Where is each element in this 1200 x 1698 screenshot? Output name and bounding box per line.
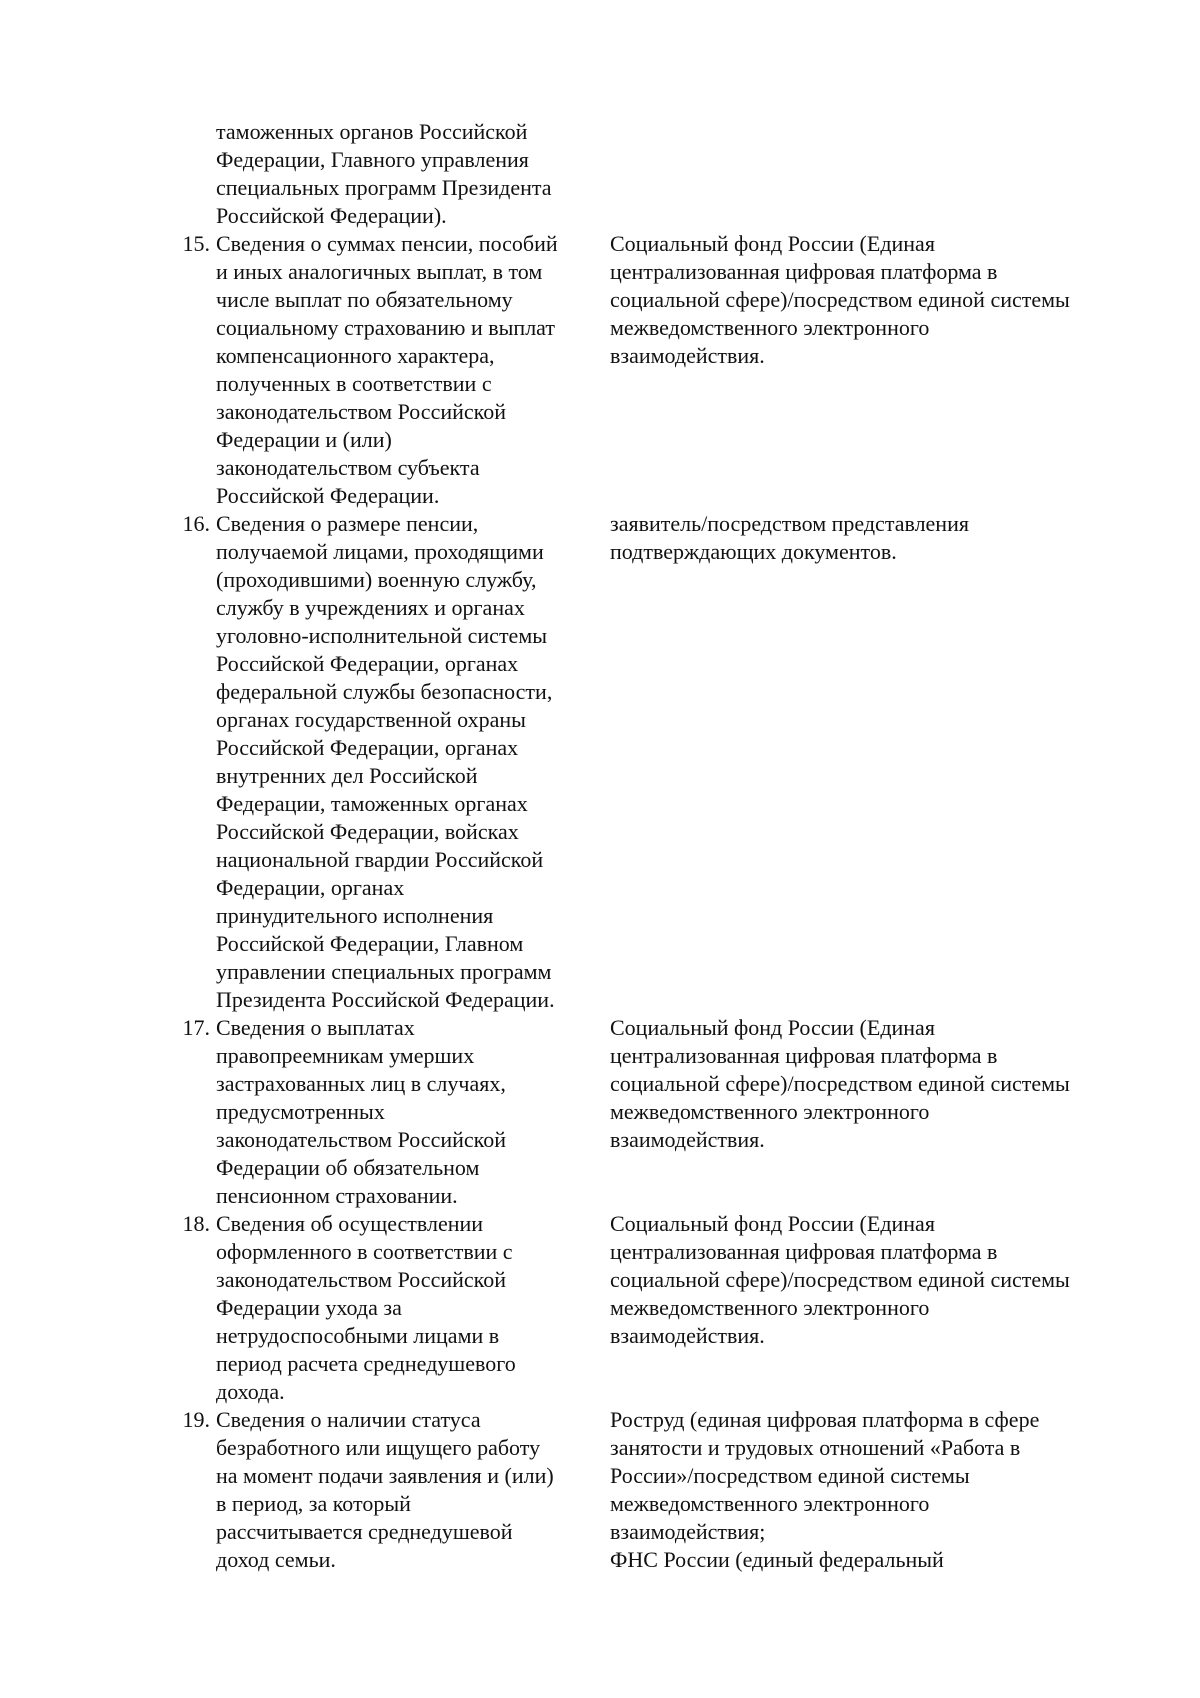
row-number: 18.	[182, 1211, 210, 1236]
row-description: Сведения о размере пенсии, получаемой лицами, проходящими (проходившими) военную службу, службу в учреждениях и органах уголовно-исполнительной системы Российской Федерации, органах федеральной службы безопасности, органах государственной охраны Российской Федерации, органах внутренних дел Российской Федерации, таможенных органах Российской Федерации, войсках национальной гвардии Российской Федерации, органах принудительного исполнения Российской Федерации, Главном управлении специальных программ Президента Российской Федерации.	[216, 511, 555, 1012]
row-description: Сведения о наличии статуса безработного или ищущего работу на момент подачи заявления и (или) в период, за который рассчитывается среднедушевой доход семьи.	[216, 1407, 554, 1572]
row-source: заявитель/посредством представления подтверждающих документов.	[610, 511, 969, 564]
row-source: Социальный фонд России (Единая централизованная цифровая платформа в социальной сфере)/посредством единой системы межведомственного электронного взаимодействия.	[610, 1211, 1070, 1348]
table-row	[0, 1014, 1200, 1210]
row-number: 17.	[182, 1015, 210, 1040]
table-row	[0, 230, 1200, 510]
row-number: 16.	[182, 511, 210, 536]
row-number: 19.	[182, 1407, 210, 1432]
document-page	[0, 118, 1200, 1574]
table-row	[0, 1406, 1200, 1574]
row-description: Сведения о суммах пенсии, пособий и иных аналогичных выплат, в том числе выплат по обязательному социальному страхованию и выплат компенсационного характера, полученных в соответствии с законодательством Российской Федерации и (или) законодательством субъекта Российской Федерации.	[216, 231, 558, 508]
row-source: Роструд (единая цифровая платформа в сфере занятости и трудовых отношений «Работа в России»/посредством единой системы межведомственного электронного взаимодействия; ФНС России (единый федеральный	[610, 1407, 1040, 1572]
row-description: таможенных органов Российской Федерации, Главного управления специальных программ Президента Российской Федерации).	[216, 119, 552, 228]
row-source: Социальный фонд России (Единая централизованная цифровая платформа в социальной сфере)/посредством единой системы межведомственного электронного взаимодействия.	[610, 231, 1070, 368]
table-row	[0, 118, 1200, 230]
table-row	[0, 1210, 1200, 1406]
table-row	[0, 510, 1200, 1014]
row-description: Сведения о выплатах правопреемникам умерших застрахованных лиц в случаях, предусмотренных законодательством Российской Федерации об обязательном пенсионном страховании.	[216, 1015, 506, 1208]
row-description: Сведения об осуществлении оформленного в соответствии с законодательством Российской Федерации ухода за нетрудоспособными лицами в период расчета среднедушевого дохода.	[216, 1211, 516, 1404]
row-number: 15.	[182, 231, 210, 256]
row-source: Социальный фонд России (Единая централизованная цифровая платформа в социальной сфере)/посредством единой системы межведомственного электронного взаимодействия.	[610, 1015, 1070, 1152]
